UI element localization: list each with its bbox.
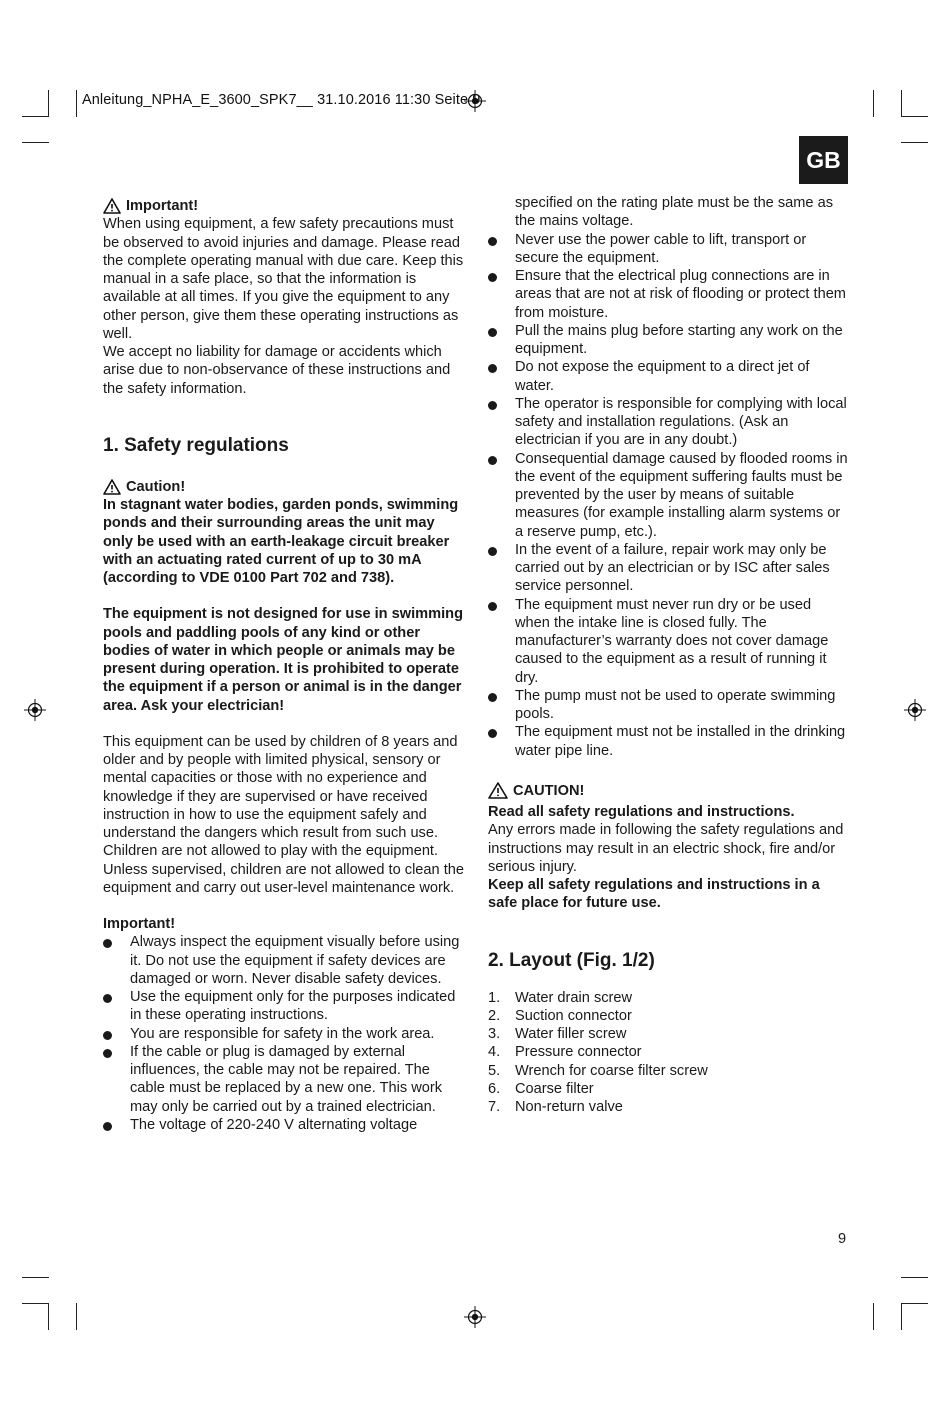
crop-mark [901, 1303, 928, 1304]
section-title-safety: 1. Safety regulations [103, 434, 289, 456]
liability-paragraph: We accept no liability for damage or accidents which arise due to non-observance of these instructions and the safety information. [103, 344, 451, 397]
crop-mark [873, 90, 874, 117]
crop-mark [22, 142, 49, 143]
crop-mark [901, 142, 928, 143]
crop-mark [901, 90, 902, 117]
important-heading-2: Important! [103, 916, 176, 932]
registration-mark-icon [904, 699, 926, 721]
registration-mark-icon [24, 699, 46, 721]
registration-mark-icon [464, 1306, 486, 1328]
important-heading-label: Important! [126, 198, 199, 214]
section-title-layout: 2. Layout (Fig. 1/2) [488, 949, 655, 971]
list-item: If the cable or plug is damaged by external influences, the cable may not be repaired. The cable must be replaced by a new one. This work may only be carried out by a trained electrician. [103, 1043, 465, 1116]
crop-mark [22, 116, 49, 117]
list-item: Pull the mains plug before starting any work on the equipment. [488, 322, 850, 359]
list-item: 3. Water filler screw [488, 1026, 627, 1042]
important-heading [103, 197, 465, 215]
crop-mark [48, 1303, 49, 1330]
list-item: The pump must not be used to operate swimming pools. [488, 687, 850, 724]
caution-swimming-pools-text: The equipment is not designed for use in swimming pools and paddling pools of any kind or other bodies of water in which people or animals may be present during operation. It is prohibited to operate the equipment if a person or animal is in the danger area. Ask your electrician! [103, 606, 464, 714]
language-badge: GB [799, 136, 848, 184]
print-slug: Anleitung_NPHA_E_3600_SPK7__ 31.10.2016 11:30 Seite 9 [82, 92, 481, 108]
list-item: Ensure that the electrical plug connections are in areas that are not at risk of flooding or protect them from moisture. [488, 267, 850, 322]
list-item: Never use the power cable to lift, transport or secure the equipment. [488, 231, 850, 268]
crop-mark [873, 1303, 874, 1330]
crop-mark [22, 1303, 49, 1304]
caution-errors-text: Any errors made in following the safety regulations and instructions may result in an electric shock, fire and/or serious injury. [488, 822, 844, 875]
list-item: 5. Wrench for coarse filter screw [488, 1062, 708, 1079]
left-bullet-list [103, 933, 465, 1134]
list-item: Always inspect the equipment visually before using it. Do not use the equipment if safety devices are damaged or worn. Never disable safety devices. [103, 933, 465, 988]
right-bullet-list [488, 231, 850, 760]
list-item: Consequential damage caused by flooded rooms in the event of the equipment suffering faults must be prevented by the user by means of suitable measures (for example installing alarm systems or a reserve pump, etc.). [488, 450, 850, 541]
warning-triangle-icon [488, 782, 508, 799]
warning-triangle-icon [103, 198, 121, 214]
crop-mark [48, 90, 49, 117]
list-item: 7. Non-return valve [488, 1099, 623, 1115]
list-item: In the event of a failure, repair work may only be carried out by an electrician or by ISC after sales service personnel. [488, 541, 850, 596]
crop-mark [901, 116, 928, 117]
list-item: The operator is responsible for complying with local safety and installation regulations. (Ask an electrician if you are in any doubt.) [488, 395, 850, 450]
list-item: The equipment must not be installed in the drinking water pipe line. [488, 723, 850, 760]
caution-heading-label: CAUTION! [513, 782, 585, 799]
list-item: 6. Coarse filter [488, 1080, 594, 1097]
list-item: You are responsible for safety in the work area. [103, 1025, 465, 1043]
children-paragraph: This equipment can be used by children of 8 years and older and by people with limited physical, sensory or mental capacities or those with no experience and knowledge if they are supervised or have received instruction in how to use the equipment safely and understand the dangers which result from such use. Children are not allowed to play with the equipment. Unless supervised, children are not allowed to clean the equipment and carry out user-level maintenance work. [103, 733, 464, 896]
list-item: The voltage of 220-240 V alternating voltage [103, 1116, 465, 1134]
continuation-text: specified on the rating plate must be the same as the mains voltage. [515, 195, 834, 230]
left-column [103, 197, 465, 1134]
list-item: 2. Suction connector [488, 1007, 632, 1024]
right-column [488, 194, 850, 1116]
list-item: Use the equipment only for the purposes indicated in these operating instructions. [103, 988, 465, 1025]
crop-mark [76, 90, 77, 117]
caution-heading [103, 478, 465, 496]
caution-heading [488, 782, 850, 800]
crop-mark [22, 1277, 49, 1278]
crop-mark [901, 1303, 902, 1330]
list-item: Do not expose the equipment to a direct jet of water. [488, 358, 850, 395]
warning-triangle-icon [103, 479, 121, 495]
caution-earth-leakage-text: In stagnant water bodies, garden ponds, swimming ponds and their surrounding areas the unit may only be used with an earth-leakage circuit breaker with an actuating rated current of up to 30 mA (according to VDE 0100 Part 702 and 738). [103, 497, 459, 586]
page-number: 9 [838, 1231, 847, 1247]
caution-heading-label: Caution! [126, 478, 186, 495]
caution-keep-text: Keep all safety regulations and instructions in a safe place for future use. [488, 877, 820, 912]
caution-read-all-text: Read all safety regulations and instructions. [488, 804, 795, 820]
crop-mark [76, 1303, 77, 1330]
list-item: 4. Pressure connector [488, 1044, 642, 1061]
layout-parts-list [488, 989, 850, 1117]
list-item: The equipment must never run dry or be used when the intake line is closed fully. The manufacturer’s warranty does not cover damage caused to the equipment as a result of running it dry. [488, 596, 850, 687]
intro-paragraph: When using equipment, a few safety precautions must be observed to avoid injuries and damage. Please read the complete operating manual with due care. Keep this manual in a safe place, so that the information is available at all times. If you give the equipment to any other person, give them these operating instructions as well. [103, 216, 464, 342]
crop-mark [901, 1277, 928, 1278]
list-item: 1. Water drain screw [488, 989, 633, 1006]
